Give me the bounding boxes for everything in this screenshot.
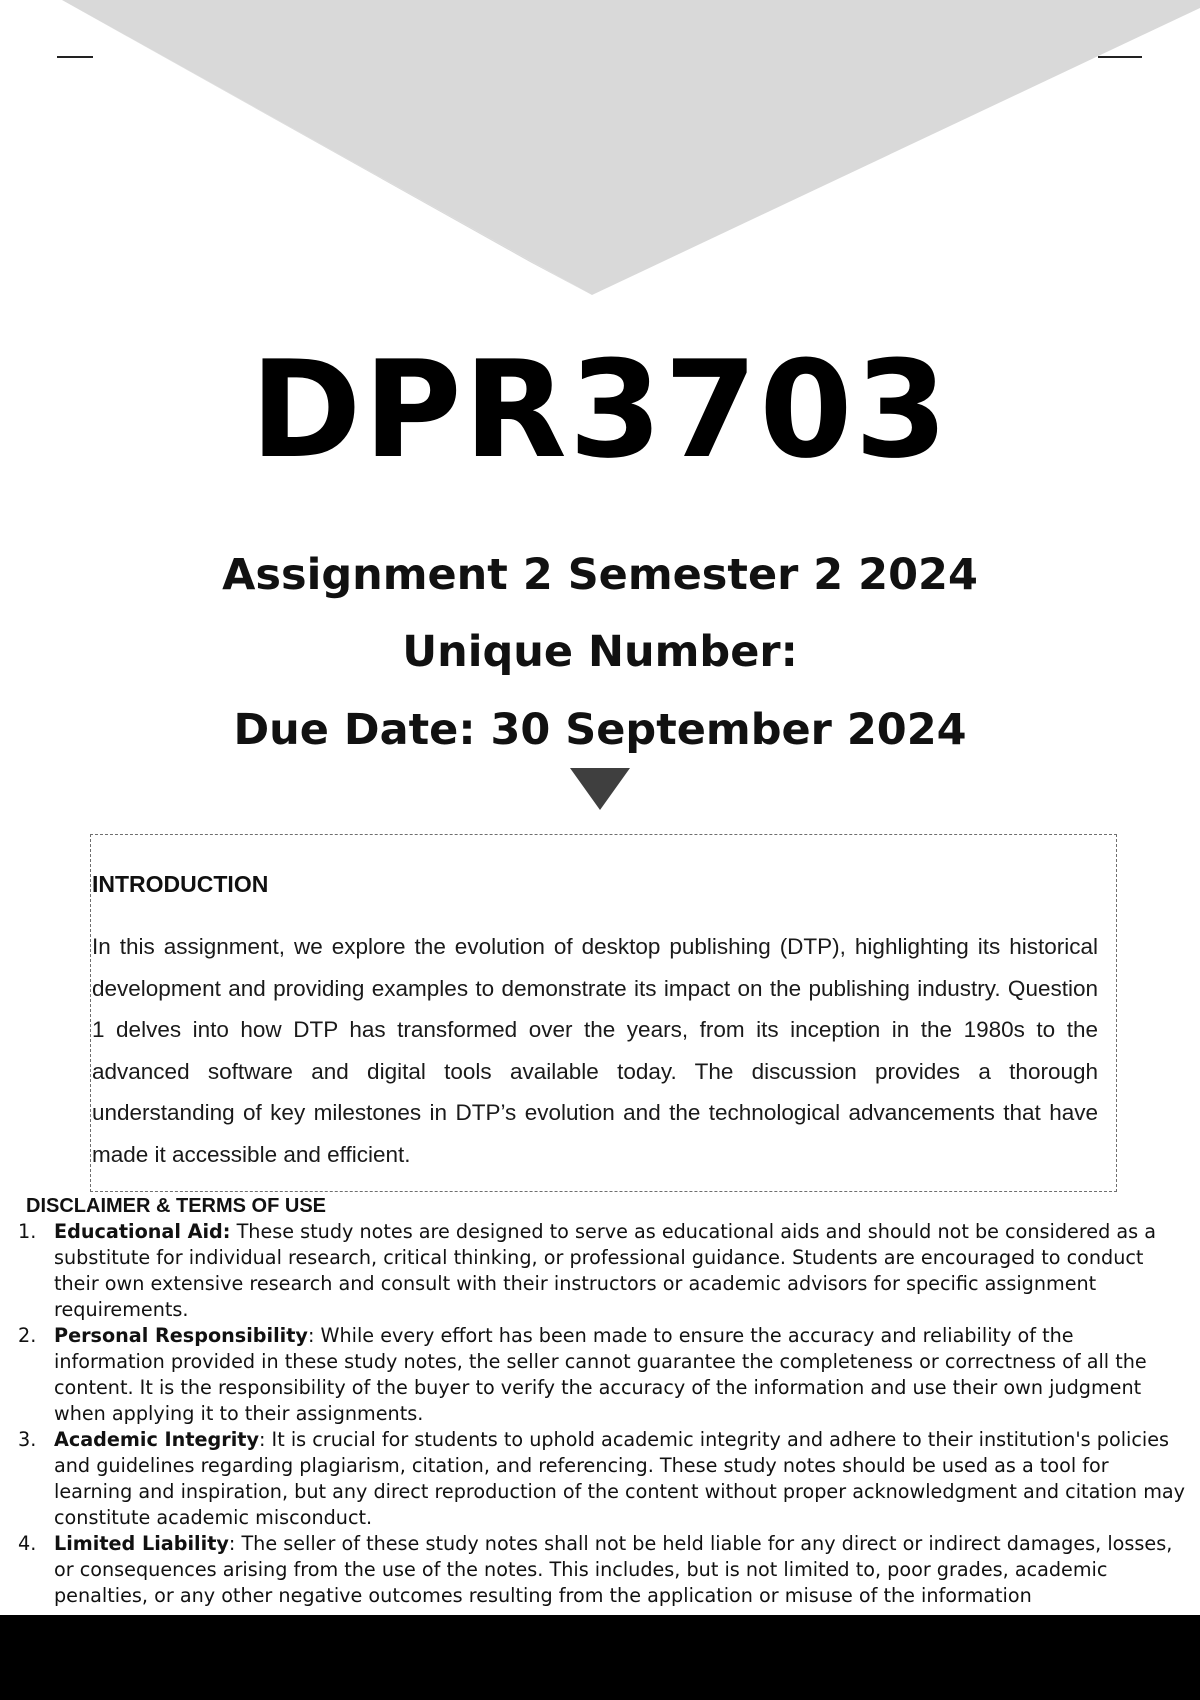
introduction-heading: INTRODUCTION bbox=[92, 871, 269, 897]
term-number: 1. bbox=[18, 1220, 37, 1243]
term-item-educational-aid bbox=[18, 1219, 1190, 1323]
term-item-limited-liability bbox=[18, 1531, 1190, 1609]
term-number: 3. bbox=[18, 1428, 37, 1451]
term-title: Limited Liability bbox=[54, 1532, 229, 1555]
terms-list bbox=[18, 1219, 1190, 1609]
down-triangle-icon bbox=[570, 768, 630, 810]
term-item-personal-responsibility bbox=[18, 1323, 1190, 1427]
term-title: Academic Integrity bbox=[54, 1428, 259, 1451]
term-text: : It is crucial for students to uphold academic integrity and adhere to their institution's policies and guidelines regarding plagiarism, citation, and referencing. These study notes should be used as a tool for learning and inspiration, but any direct reproduction of the content without proper acknowledgment and citation may constitute academic misconduct. bbox=[54, 1428, 1185, 1529]
corner-rule-left bbox=[57, 56, 93, 58]
disclaimer-section bbox=[18, 1193, 1190, 1609]
introduction-body: In this assignment, we explore the evolution of desktop publishing (DTP), highlighting its historical development and providing examples to demonstrate its impact on the publishing industry. Question 1 delves into how DTP has transformed over the years, from its inception in the 1980s to the advanced software and digital tools available today. The discussion provides a thorough understanding of key milestones in DTP’s evolution and the technological advancements that have made it accessible and efficient. bbox=[92, 934, 1098, 1167]
unique-number-line: Unique Number: bbox=[402, 627, 798, 677]
term-text: : While every effort has been made to ensure the accuracy and reliability of the information provided in these study notes, the seller cannot guarantee the completeness or correctness of all the content. It is the responsibility of the buyer to verify the accuracy of the information and use their own judgment when applying it to their assignments. bbox=[54, 1324, 1147, 1425]
chevron-shape bbox=[62, 0, 1200, 295]
term-text: : The seller of these study notes shall not be held liable for any direct or indirect damages, losses, or consequences arising from the use of the notes. This includes, but is not limited to, poor grades, academic penalties, or any other negative outcomes resulting from the application or misuse of the information bbox=[54, 1532, 1173, 1607]
disclaimer-heading: DISCLAIMER & TERMS OF USE bbox=[26, 1195, 327, 1217]
introduction-box bbox=[90, 834, 1117, 1192]
term-title: Educational Aid: bbox=[54, 1220, 231, 1243]
assignment-line: Assignment 2 Semester 2 2024 bbox=[222, 550, 978, 600]
term-number: 2. bbox=[18, 1324, 37, 1347]
course-code-title: DPR3703 bbox=[250, 332, 950, 488]
term-title: Personal Responsibility bbox=[54, 1324, 308, 1347]
corner-rule-right bbox=[1098, 56, 1142, 58]
term-text: These study notes are designed to serve as educational aids and should not be considered as a substitute for individual research, critical thinking, or professional guidance. Students are encouraged to conduct their own extensive research and consult with their instructors or academic advisors for specific assignment requirements. bbox=[54, 1220, 1156, 1321]
due-date-line: Due Date: 30 September 2024 bbox=[233, 705, 967, 755]
bottom-black-bar bbox=[0, 1615, 1200, 1700]
term-number: 4. bbox=[18, 1532, 37, 1555]
header-chevron-banner bbox=[0, 0, 1200, 300]
term-item-academic-integrity bbox=[18, 1427, 1190, 1531]
